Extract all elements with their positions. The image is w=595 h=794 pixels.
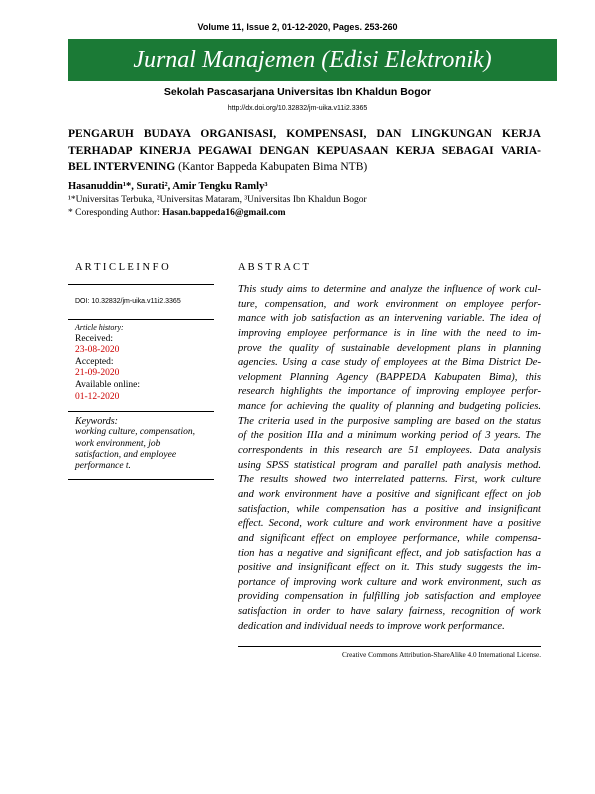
title-line: PENGARUH BUDAYA ORGANISASI, KOMPENSASI, DAN LINGKUNGAN KERJA	[68, 128, 541, 140]
article-history	[75, 322, 214, 403]
abstract-line: velopment Planning Agency (BAPPEDA Kabupaten Bima), this	[238, 371, 541, 383]
corresponding-email[interactable]: Hasan.bappeda16@gmail.com	[162, 208, 286, 218]
accepted-date: 21-09-2020	[75, 368, 120, 379]
abstract-line: This study aims to determine and analyze the influence of work cul-	[238, 284, 541, 295]
abstract-line: of the position IIIa and a minimum working period of 3 years. The	[238, 430, 541, 442]
corresponding-label: * Coresponding Author:	[68, 208, 163, 218]
title-line	[68, 159, 541, 176]
divider	[68, 284, 214, 285]
corresponding-author	[68, 207, 286, 220]
title-subtitle: (Kantor Bappeda Kabupaten Bima NTB)	[178, 161, 368, 173]
abstract-line: portance of improving work culture and work environment, such as	[238, 576, 541, 588]
author-affiliations: ¹*Universitas Terbuka, ²Universitas Mataram, ³Universitas Ibn Khaldun Bogor	[68, 195, 367, 205]
publisher-institution: Sekolah Pascasarjana Universitas Ibn Khaldun Bogor	[163, 86, 432, 98]
article-title	[68, 126, 541, 176]
keywords-label: Keywords:	[75, 416, 118, 427]
license-link[interactable]: Creative Commons Attribution-ShareAlike 4.0 International License.	[341, 651, 541, 659]
keywords-line: work environment, job	[75, 438, 161, 449]
abstract-line: providing compensation in fulfilling job satisfaction and employee	[238, 591, 541, 603]
divider	[68, 319, 214, 320]
title-line: TERHADAP KINERJA PEGAWAI DENGAN KEPUASAAN KERJA SEBAGAI VARIA-	[68, 144, 541, 157]
abstract-line: agencies. Using a case study of employees at the Bima District De-	[238, 357, 541, 369]
abstract-line: The results showed two interrelated patterns. First, work culture	[238, 474, 541, 486]
keywords-line: working culture, compensation,	[75, 427, 195, 438]
abstract-line: dedication and individual needs to improve work performance.	[238, 620, 505, 632]
keywords-line: satisfaction, and employee	[75, 449, 177, 460]
abstract-line: mance for achieving the quality of planning and budgeting policies.	[238, 401, 541, 413]
abstract-body	[238, 283, 541, 634]
abstract-heading: A B S T R A C T	[238, 262, 309, 273]
divider	[68, 411, 214, 412]
received-date: 23-08-2020	[75, 345, 120, 356]
title-line-text: BEL INTERVENING	[68, 161, 176, 173]
received-label: Received:	[75, 333, 113, 344]
keywords	[75, 416, 214, 472]
abstract-line: correspondents in this research are 51 employees. Data analysis	[238, 445, 541, 457]
abstract-line: ture, compensation, and work environment on employee perfor-	[238, 298, 541, 310]
issue-info: Volume 11, Issue 2, 01-12-2020, Pages. 253-260	[197, 22, 398, 32]
journal-banner	[68, 39, 557, 81]
divider	[238, 646, 541, 647]
abstract-line: tion has a negative and significant effect, and job satisfaction has a	[238, 547, 541, 559]
abstract-line: research highlights the importance of improving employee perfor-	[238, 386, 541, 398]
doi-link[interactable]: http://dx.doi.org/10.32832/jm-uika.v11i2.3365	[227, 105, 368, 112]
history-label: Article history:	[75, 323, 124, 332]
abstract-line: satisfaction in order to have salary fairness, recognition of work	[238, 606, 541, 618]
abstract-line: prove the quality of sustainable development plans in planning	[238, 342, 541, 354]
article-doi: DOI: 10.32832/jm-uika.v11i2.3365	[75, 298, 181, 305]
online-label: Available online:	[75, 379, 140, 390]
abstract-line: effect. Second, work culture and work environment have a positive	[238, 518, 541, 530]
abstract-line: using SPSS statistical program and parallel path analysis method.	[238, 459, 541, 471]
online-date: 01-12-2020	[75, 391, 120, 402]
journal-name: Jurnal Manajemen (Edisi Elektronik)	[133, 47, 492, 73]
abstract-line: satisfaction, while compensation has a positive and insignificant	[238, 503, 541, 515]
accepted-label: Accepted:	[75, 356, 114, 367]
keywords-line: performance t.	[75, 461, 131, 472]
abstract-line: The criteria used in the purposive sampling are based on the status	[238, 415, 541, 427]
abstract-line: positive and insignificant effect on it. This study suggests the im-	[238, 562, 541, 574]
abstract-line: and significant effect on employee performance, while compensa-	[238, 532, 541, 544]
abstract-line: mance with job satisfaction as an intervening variable. The idea of	[238, 313, 541, 325]
divider	[68, 479, 214, 480]
article-info-heading: A R T I C L E I N F O	[75, 262, 169, 273]
abstract-line: improving employee performance is in line with the need to im-	[238, 327, 541, 339]
author-list: Hasanuddin¹*, Surati², Amir Tengku Ramly³	[68, 181, 268, 192]
abstract-line: and work environment have a positive and significant effect on job	[238, 488, 541, 500]
